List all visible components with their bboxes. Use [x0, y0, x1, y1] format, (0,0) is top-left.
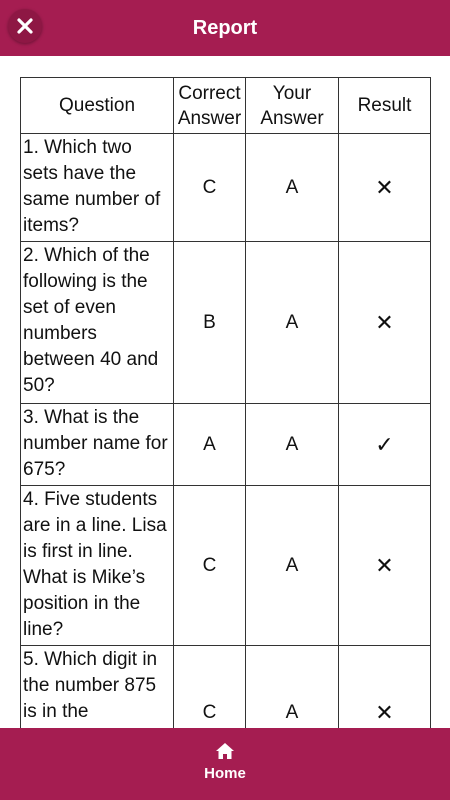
incorrect-x-icon: ✕ — [375, 699, 394, 725]
correct-answer-cell: B — [174, 242, 246, 404]
page-title: Report — [192, 17, 258, 39]
question-cell: 5. Which digit in the number 875 is in the — [21, 646, 174, 780]
table-row — [21, 134, 431, 242]
table-header-row — [21, 78, 431, 134]
app-header — [0, 0, 450, 56]
result-cell — [339, 134, 431, 242]
correct-answer-cell: C — [174, 486, 246, 646]
close-icon — [16, 17, 34, 35]
column-header-correct-answer: Correct Answer — [174, 78, 246, 134]
question-cell: 4. Five students are in a line. Lisa is first in line. What is Mike’s position in the line? — [21, 486, 174, 646]
report-table — [20, 77, 431, 780]
incorrect-x-icon: ✕ — [375, 174, 394, 200]
correct-check-icon: ✓ — [375, 431, 394, 457]
your-answer-cell: A — [246, 134, 339, 242]
close-button[interactable] — [8, 9, 42, 43]
correct-answer-cell: A — [174, 404, 246, 486]
your-answer-cell: A — [246, 404, 339, 486]
your-answer-cell: A — [246, 646, 339, 780]
result-cell — [339, 242, 431, 404]
incorrect-x-icon: ✕ — [375, 309, 394, 335]
result-cell — [339, 404, 431, 486]
home-label: Home — [204, 765, 246, 782]
your-answer-cell: A — [246, 486, 339, 646]
home-button[interactable] — [190, 736, 260, 792]
column-header-result: Result — [339, 78, 431, 134]
home-icon — [215, 742, 235, 760]
report-content[interactable] — [0, 56, 450, 728]
bottom-nav — [0, 728, 450, 800]
result-cell — [339, 486, 431, 646]
question-cell: 3. What is the number name for 675? — [21, 404, 174, 486]
column-header-question: Question — [21, 78, 174, 134]
your-answer-cell: A — [246, 242, 339, 404]
column-header-your-answer: Your Answer — [246, 78, 339, 134]
table-row — [21, 486, 431, 646]
correct-answer-cell: C — [174, 646, 246, 780]
table-row — [21, 404, 431, 486]
table-row — [21, 242, 431, 404]
question-cell: 1. Which two sets have the same number of items? — [21, 134, 174, 242]
question-cell: 2. Which of the following is the set of even numbers between 40 and 50? — [21, 242, 174, 404]
incorrect-x-icon: ✕ — [375, 552, 394, 578]
correct-answer-cell: C — [174, 134, 246, 242]
